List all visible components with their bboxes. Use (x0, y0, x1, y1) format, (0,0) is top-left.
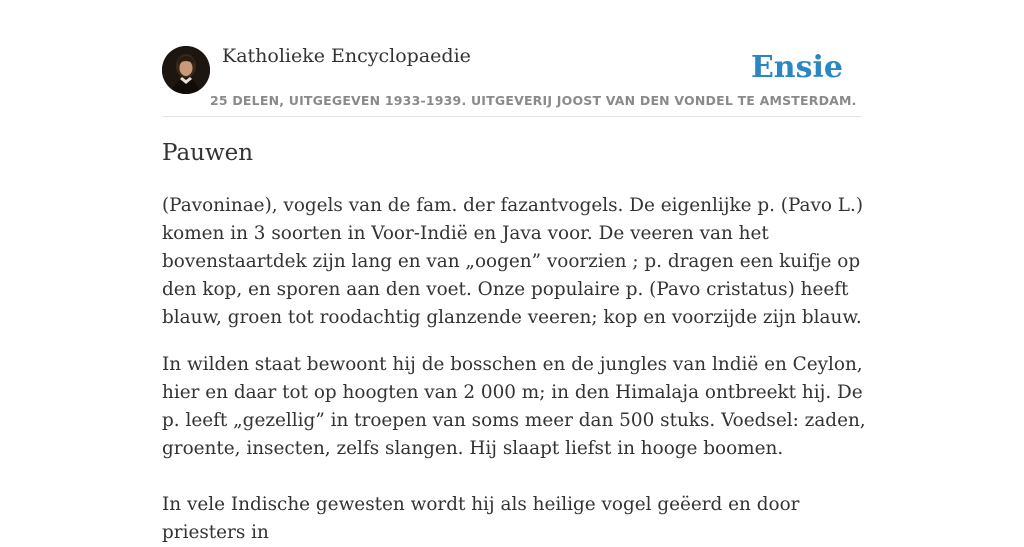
portrait-icon (162, 46, 210, 94)
article-paragraph: In wilden staat bewoont hij de bosschen en de jungles van lndië en Ceylon, hier en daar tot op hoogten van 2 000 m; in den Himalaja ontbreekt hij. De p. leeft „gezellig” in troepen van soms meer dan 500 stuks. Voedsel: zaden, groente, insecten, zelfs slangen. Hij slaapt liefst in hooge boomen. (162, 354, 866, 459)
site-header (162, 0, 862, 117)
site-title-link[interactable]: Katholieke Encyclopaedie (222, 45, 471, 67)
brand-logo-link[interactable]: Ensie (750, 50, 843, 85)
article-paragraph: (Pavoninae), vogels van de fam. der fazantvogels. De eigenlijke p. (Pavo L.) komen in 3 soorten in Voor-Indië en Java voor. De veeren van het bovenstaartdek zijn lang en van „oogen” voorzien ; p. dragen een kuifje op den kop, en sporen aan den voet. Onze populaire p. (Pavo cristatus) heeft blauw, groen tot roodachtig glanzende veeren; kop en voorzijde zijn blauw. (162, 195, 864, 328)
article-paragraph: In vele Indische gewesten wordt hij als heilige vogel geëerd en door priesters in (162, 494, 800, 543)
portrait-avatar[interactable] (162, 46, 210, 94)
article-title: Pauwen (162, 140, 254, 166)
site-subtitle: 25 DELEN, UITGEGEVEN 1933-1939. UITGEVERIJ JOOST VAN DEN VONDEL TE AMSTERDAM. (210, 93, 857, 108)
page-container (162, 0, 866, 543)
